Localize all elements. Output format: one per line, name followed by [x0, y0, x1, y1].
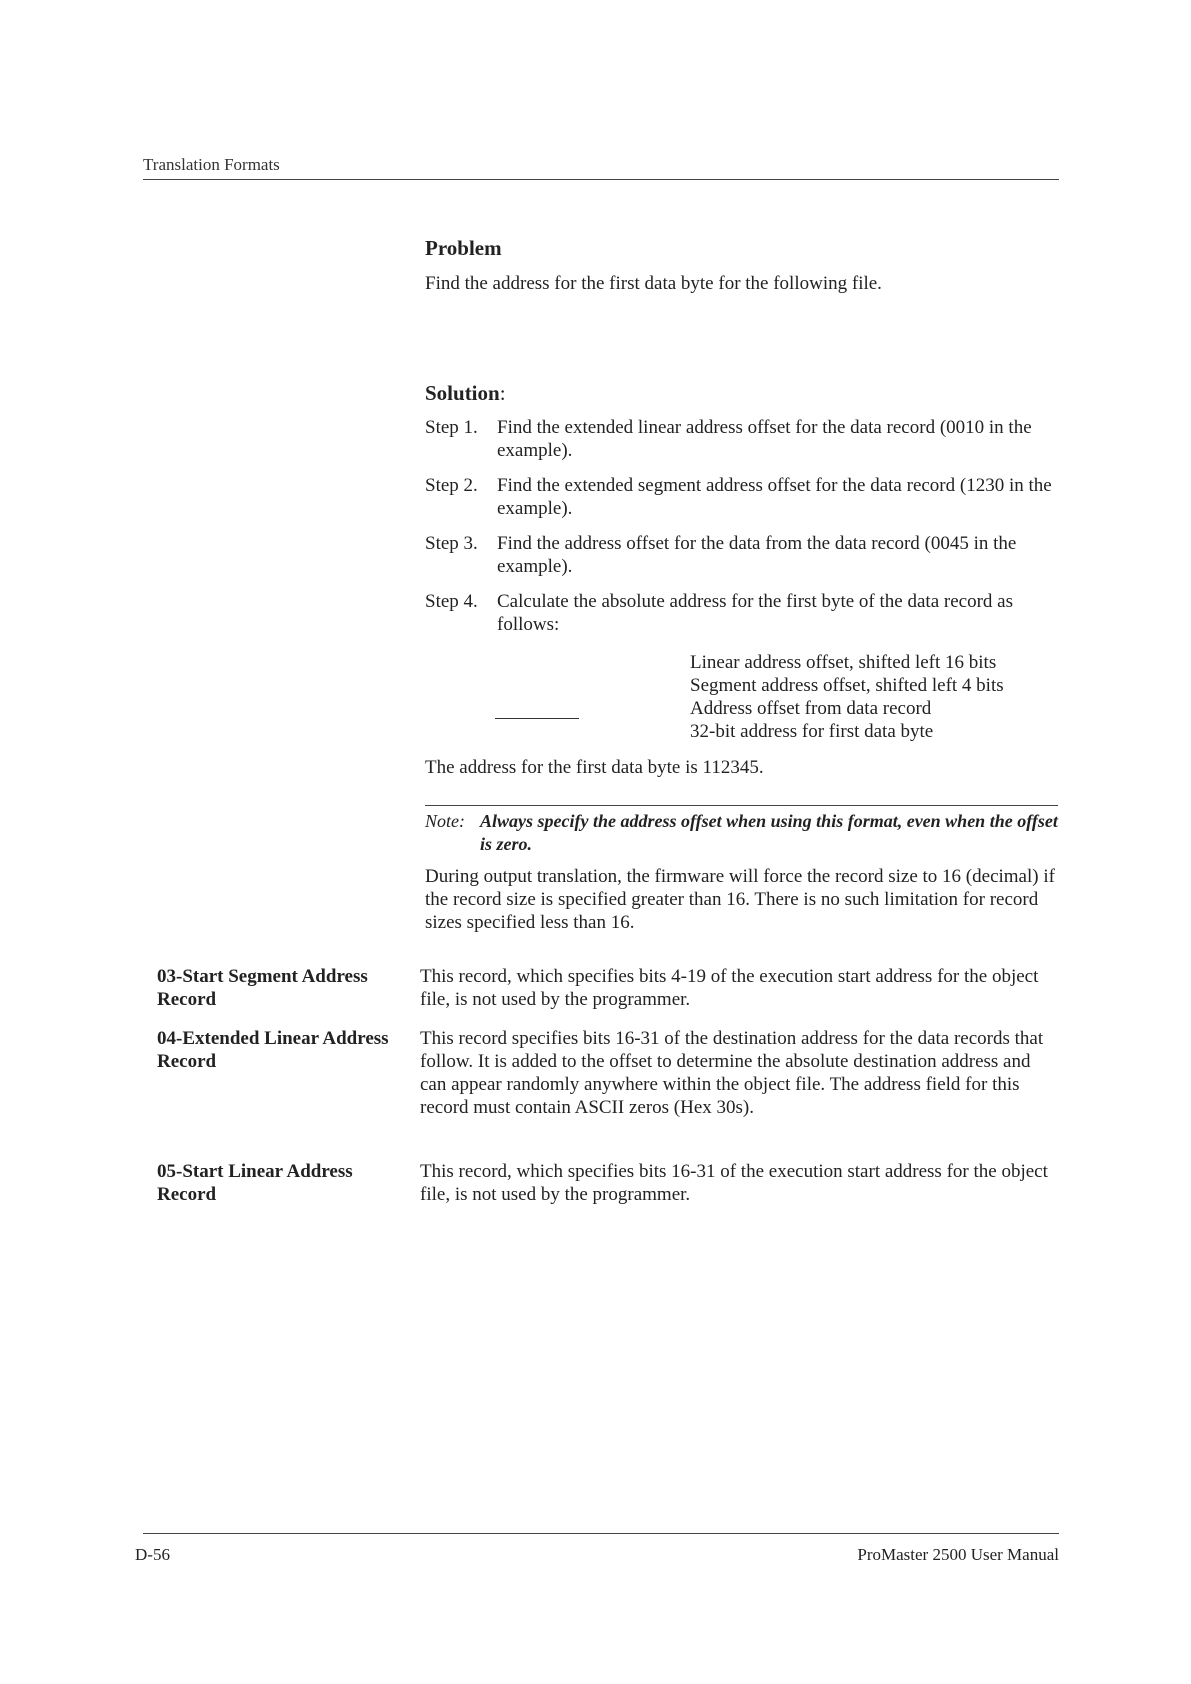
header-rule — [143, 179, 1059, 180]
step-text: Calculate the absolute address for the first byte of the data record as follows: — [497, 591, 1013, 635]
record-definition: This record, which specifies bits 16-31 of the execution start address for the object file, is not used by the programmer. — [420, 1161, 1048, 1205]
footer-rule — [143, 1533, 1059, 1534]
step-text: Find the extended segment address offset for the data record (1230 in the example). — [497, 475, 1052, 519]
note-text: Always specify the address offset when using this format, even when the offset is zero. — [480, 811, 1058, 854]
calc-line-4: 32-bit address for first data byte — [690, 721, 934, 742]
solution-heading-suffix: : — [499, 381, 506, 405]
note — [425, 810, 1065, 856]
sum-rule — [495, 718, 579, 719]
record-definition: This record, which specifies bits 4-19 of the execution start address for the object file, is not used by the programmer. — [420, 966, 1039, 1010]
step-text: Find the extended linear address offset for the data record (0010 in the example). — [497, 417, 1032, 461]
calc-line-3: Address offset from data record — [690, 698, 932, 719]
record-definition: This record specifies bits 16-31 of the destination address for the data records that follow. It is added to the offset to determine the absolute destination address and can appear randomly anywhere within the object file. The address field for this record must contain ASCII zeros (Hex 30s). — [420, 1028, 1044, 1118]
step-text: Find the address offset for the data from the data record (0045 in the example). — [497, 533, 1017, 577]
manual-title: ProMaster 2500 User Manual — [857, 1545, 1059, 1564]
step-label: Step 4. — [425, 591, 478, 612]
result-text: The address for the first data byte is 112345. — [425, 757, 764, 778]
note-label: Note: — [425, 811, 465, 831]
running-header: Translation Formats — [143, 155, 280, 174]
solution-heading — [425, 381, 506, 406]
problem-heading: Problem — [425, 236, 502, 260]
problem-text: Find the address for the first data byte for the following file. — [425, 273, 882, 294]
step-4 — [425, 590, 1065, 636]
calc-line-1: Linear address offset, shifted left 16 bits — [690, 652, 997, 673]
record-term: 03-Start Segment Address Record — [157, 966, 368, 1010]
step-label: Step 2. — [425, 475, 478, 496]
step-label: Step 3. — [425, 533, 478, 554]
step-1 — [425, 416, 1065, 462]
step-2 — [425, 474, 1065, 520]
calc-line-2: Segment address offset, shifted left 4 bits — [690, 675, 1004, 696]
step-3 — [425, 532, 1065, 578]
step-label: Step 1. — [425, 417, 478, 438]
output-translation-paragraph: During output translation, the firmware will force the record size to 16 (decimal) if the record size is specified greater than 16. There is no such limitation for record sizes specified less than 16. — [425, 866, 1055, 933]
note-rule — [425, 805, 1058, 806]
solution-heading-label: Solution — [425, 381, 500, 405]
record-term: 05-Start Linear Address Record — [157, 1161, 353, 1205]
record-term: 04-Extended Linear Address Record — [157, 1028, 389, 1072]
page-number: D-56 — [135, 1545, 170, 1564]
